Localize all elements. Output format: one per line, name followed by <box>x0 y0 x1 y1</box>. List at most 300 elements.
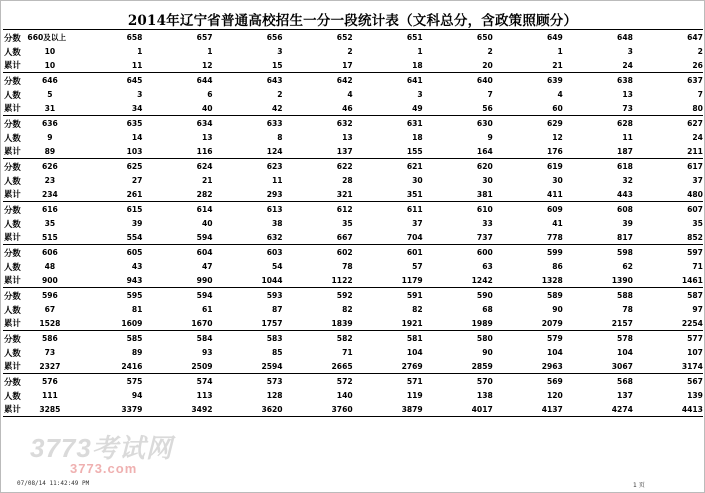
table-cell: 140 <box>336 391 353 401</box>
table-cell: 900 <box>41 275 58 285</box>
table-cell: 648 <box>617 33 633 43</box>
table-cell: 2416 <box>121 361 143 371</box>
table-cell: 990 <box>196 275 213 285</box>
table-cell: 1757 <box>261 318 283 328</box>
table-cell: 20 <box>482 60 493 70</box>
table-cell: 187 <box>617 146 633 156</box>
table-cell: 4 <box>557 90 563 100</box>
table-cell: 39 <box>131 219 143 229</box>
table-cell: 615 <box>126 205 143 215</box>
score-block <box>3 288 703 331</box>
table-cell: 30 <box>552 176 563 186</box>
table-cell: 613 <box>266 205 283 215</box>
cumulative-row <box>3 188 703 202</box>
score-row <box>3 74 703 88</box>
table-cell: 12 <box>552 133 563 143</box>
table-cell: 480 <box>687 189 703 199</box>
table-cell: 13 <box>201 133 213 143</box>
table-cell: 63 <box>482 262 493 272</box>
count-row <box>3 389 703 403</box>
table-cell: 30 <box>482 176 493 186</box>
table-cell: 629 <box>546 119 563 129</box>
table-cell: 616 <box>41 205 58 215</box>
table-cell: 6 <box>207 90 213 100</box>
page-title: 2014年辽宁省普通高校招生一分一段统计表（文科总分，含政策照顾分） <box>127 13 578 29</box>
table-cell: 3 <box>627 47 633 57</box>
table-cell: 618 <box>617 162 633 172</box>
score-row <box>3 375 703 389</box>
table-cell: 351 <box>406 189 423 199</box>
count-row <box>3 45 703 59</box>
table-cell: 817 <box>617 232 633 242</box>
table-cell: 37 <box>412 219 423 229</box>
table-cell: 592 <box>336 291 353 301</box>
table-cell: 3760 <box>331 404 353 414</box>
table-cell: 107 <box>687 348 703 358</box>
table-cell: 137 <box>617 391 633 401</box>
table-cell: 113 <box>196 391 213 401</box>
table-cell: 606 <box>41 248 58 258</box>
table-cell: 90 <box>482 348 493 358</box>
score-row <box>3 117 703 131</box>
score-block <box>3 116 703 159</box>
table-cell: 622 <box>336 162 353 172</box>
table-cell: 2 <box>347 47 353 57</box>
table-cell: 643 <box>266 76 283 86</box>
table-cell: 638 <box>617 76 633 86</box>
table-cell: 590 <box>476 291 493 301</box>
count-row <box>3 174 703 188</box>
row-label: 累计 <box>4 146 21 157</box>
table-cell: 611 <box>406 205 423 215</box>
table-cell: 119 <box>406 391 423 401</box>
table-cell: 31 <box>44 103 56 113</box>
table-cell: 568 <box>617 377 633 387</box>
table-cell: 637 <box>687 76 703 86</box>
table-cell: 43 <box>131 262 143 272</box>
count-row <box>3 131 703 145</box>
table-cell: 2157 <box>611 318 633 328</box>
table-cell: 35 <box>342 219 353 229</box>
score-table <box>3 29 703 417</box>
table-cell: 586 <box>41 334 58 344</box>
row-label: 累计 <box>4 189 21 200</box>
table-cell: 86 <box>552 262 563 272</box>
table-cell: 630 <box>476 119 493 129</box>
table-cell: 645 <box>126 76 143 86</box>
table-cell: 577 <box>687 334 703 344</box>
table-cell: 60 <box>552 103 563 113</box>
table-cell: 1670 <box>191 318 213 328</box>
table-cell: 604 <box>196 248 213 258</box>
table-cell: 573 <box>266 377 283 387</box>
row-label: 累计 <box>4 361 21 372</box>
score-block <box>3 374 703 417</box>
table-cell: 139 <box>687 391 703 401</box>
table-cell: 137 <box>336 146 353 156</box>
count-row <box>3 260 703 274</box>
score-block <box>3 331 703 374</box>
table-cell: 42 <box>272 103 283 113</box>
table-cell: 778 <box>546 232 563 242</box>
cumulative-row <box>3 403 703 417</box>
row-label: 累计 <box>4 318 21 329</box>
table-cell: 89 <box>131 348 143 358</box>
table-cell: 11 <box>622 133 633 143</box>
table-cell: 1921 <box>401 318 423 328</box>
table-cell: 601 <box>406 248 423 258</box>
table-cell: 2859 <box>471 361 493 371</box>
score-block <box>3 73 703 116</box>
table-cell: 103 <box>126 146 143 156</box>
table-cell: 572 <box>336 377 353 387</box>
table-cell: 515 <box>41 232 58 242</box>
table-cell: 617 <box>687 162 703 172</box>
table-cell: 111 <box>41 391 58 401</box>
table-cell: 588 <box>617 291 633 301</box>
row-label: 分数 <box>4 118 21 129</box>
table-cell: 644 <box>196 76 213 86</box>
table-cell: 628 <box>617 119 633 129</box>
table-cell: 1122 <box>331 275 353 285</box>
table-cell: 634 <box>196 119 213 129</box>
table-cell: 3 <box>277 47 283 57</box>
table-cell: 646 <box>41 76 58 86</box>
table-cell: 3492 <box>191 404 213 414</box>
table-cell: 569 <box>546 377 563 387</box>
cumulative-row <box>3 360 703 374</box>
table-cell: 26 <box>692 60 703 70</box>
table-cell: 635 <box>126 119 143 129</box>
table-cell: 620 <box>476 162 493 172</box>
table-cell: 8 <box>277 133 283 143</box>
table-cell: 571 <box>406 377 423 387</box>
table-cell: 2594 <box>261 361 283 371</box>
table-cell: 443 <box>617 189 633 199</box>
table-cell: 608 <box>617 205 633 215</box>
table-cell: 82 <box>412 305 423 315</box>
table-cell: 943 <box>126 275 143 285</box>
table-cell: 641 <box>406 76 423 86</box>
row-label: 分数 <box>4 75 21 86</box>
row-label: 累计 <box>4 275 21 286</box>
score-row <box>3 31 703 45</box>
row-label: 人数 <box>4 347 21 358</box>
table-cell: 21 <box>201 176 213 186</box>
table-cell: 1390 <box>611 275 633 285</box>
table-cell: 632 <box>336 119 353 129</box>
table-cell: 15 <box>272 60 283 70</box>
table-cell: 90 <box>552 305 563 315</box>
score-row <box>3 289 703 303</box>
cumulative-row <box>3 145 703 159</box>
table-cell: 594 <box>196 291 213 301</box>
table-cell: 651 <box>406 33 423 43</box>
table-cell: 155 <box>406 146 423 156</box>
table-cell: 11 <box>131 60 143 70</box>
footer-timestamp: 07/08/14 11:42:49 PM <box>17 480 90 487</box>
table-cell: 631 <box>406 119 423 129</box>
row-label: 人数 <box>4 132 21 143</box>
count-row <box>3 346 703 360</box>
watermark-logo: 3773考试网 <box>30 433 173 463</box>
table-cell: 17 <box>342 60 353 70</box>
table-cell: 633 <box>266 119 283 129</box>
score-block <box>3 202 703 245</box>
cumulative-row <box>3 317 703 331</box>
table-cell: 104 <box>406 348 423 358</box>
table-cell: 104 <box>617 348 633 358</box>
row-label: 人数 <box>4 261 21 272</box>
table-cell: 609 <box>546 205 563 215</box>
row-label: 分数 <box>4 333 21 344</box>
row-label: 人数 <box>4 175 21 186</box>
table-cell: 602 <box>336 248 353 258</box>
table-cell: 12 <box>201 60 213 70</box>
table-cell: 626 <box>41 162 58 172</box>
table-cell: 627 <box>687 119 703 129</box>
table-cell: 2509 <box>191 361 213 371</box>
table-cell: 47 <box>201 262 213 272</box>
score-block <box>3 245 703 288</box>
table-cell: 621 <box>406 162 423 172</box>
table-cell: 570 <box>476 377 493 387</box>
table-cell: 411 <box>546 189 563 199</box>
table-cell: 261 <box>126 189 143 199</box>
table-cell: 580 <box>476 334 493 344</box>
table-cell: 2079 <box>541 318 563 328</box>
table-cell: 5 <box>47 90 53 100</box>
table-cell: 234 <box>41 189 58 199</box>
table-cell: 293 <box>266 189 283 199</box>
table-cell: 4137 <box>541 404 563 414</box>
table-cell: 9 <box>47 133 53 143</box>
table-cell: 624 <box>196 162 213 172</box>
table-cell: 1 <box>207 47 213 57</box>
row-label: 人数 <box>4 304 21 315</box>
table-cell: 71 <box>342 348 353 358</box>
table-cell: 97 <box>692 305 703 315</box>
score-block <box>3 159 703 202</box>
table-cell: 80 <box>692 103 703 113</box>
row-label: 累计 <box>4 103 21 114</box>
table-cell: 652 <box>336 33 353 43</box>
table-cell: 579 <box>546 334 563 344</box>
table-cell: 667 <box>336 232 353 242</box>
table-cell: 3174 <box>681 361 703 371</box>
table-cell: 3285 <box>39 404 61 414</box>
score-row <box>3 332 703 346</box>
table-cell: 1609 <box>121 318 143 328</box>
table-cell: 600 <box>476 248 493 258</box>
table-cell: 639 <box>546 76 563 86</box>
table-cell: 27 <box>131 176 143 186</box>
table-cell: 176 <box>546 146 563 156</box>
table-cell: 82 <box>342 305 353 315</box>
score-row <box>3 160 703 174</box>
table-cell: 32 <box>622 176 633 186</box>
table-cell: 585 <box>126 334 143 344</box>
table-cell: 597 <box>687 248 703 258</box>
table-cell: 93 <box>201 348 213 358</box>
table-cell: 660及以上 <box>27 33 67 43</box>
table-cell: 94 <box>131 391 143 401</box>
table-cell: 642 <box>336 76 353 86</box>
table-cell: 647 <box>687 33 703 43</box>
table-cell: 73 <box>44 348 56 358</box>
score-row <box>3 246 703 260</box>
table-cell: 2 <box>487 47 493 57</box>
table-cell: 124 <box>266 146 283 156</box>
table-cell: 1 <box>417 47 423 57</box>
table-cell: 4413 <box>681 404 703 414</box>
table-cell: 554 <box>126 232 143 242</box>
table-cell: 593 <box>266 291 283 301</box>
table-cell: 3 <box>137 90 143 100</box>
table-cell: 610 <box>476 205 493 215</box>
table-cell: 85 <box>272 348 283 358</box>
table-cell: 381 <box>476 189 493 199</box>
table-cell: 595 <box>126 291 143 301</box>
table-cell: 14 <box>131 133 143 143</box>
table-cell: 1989 <box>471 318 493 328</box>
score-row <box>3 203 703 217</box>
table-cell: 18 <box>412 133 423 143</box>
table-cell: 7 <box>487 90 493 100</box>
table-cell: 10 <box>44 47 56 57</box>
row-label: 人数 <box>4 46 21 57</box>
cumulative-row <box>3 231 703 245</box>
table-cell: 116 <box>196 146 213 156</box>
table-cell: 636 <box>41 119 58 129</box>
table-cell: 2665 <box>331 361 353 371</box>
table-cell: 40 <box>201 219 213 229</box>
table-cell: 656 <box>266 33 283 43</box>
table-cell: 596 <box>41 291 58 301</box>
table-cell: 24 <box>622 60 633 70</box>
table-cell: 21 <box>552 60 563 70</box>
table-cell: 658 <box>126 33 143 43</box>
table-cell: 321 <box>336 189 353 199</box>
table-cell: 18 <box>412 60 423 70</box>
table-cell: 1328 <box>541 275 563 285</box>
table-cell: 3 <box>417 90 423 100</box>
score-block <box>3 30 703 73</box>
row-label: 分数 <box>4 290 21 301</box>
table-cell: 4274 <box>611 404 633 414</box>
table-cell: 4017 <box>471 404 493 414</box>
cumulative-row <box>3 59 703 73</box>
table-cell: 3879 <box>401 404 423 414</box>
row-label: 累计 <box>4 60 21 71</box>
row-label: 人数 <box>4 218 21 229</box>
table-cell: 68 <box>482 305 493 315</box>
table-cell: 62 <box>622 262 633 272</box>
table-cell: 211 <box>687 146 703 156</box>
table-cell: 120 <box>546 391 563 401</box>
table-cell: 39 <box>622 219 633 229</box>
table-cell: 650 <box>476 33 493 43</box>
table-cell: 2769 <box>401 361 423 371</box>
table-cell: 24 <box>692 133 703 143</box>
table-cell: 23 <box>44 176 56 186</box>
table-cell: 619 <box>546 162 563 172</box>
table-cell: 581 <box>406 334 423 344</box>
table-cell: 4 <box>347 90 353 100</box>
table-cell: 13 <box>622 90 633 100</box>
table-cell: 7 <box>697 90 703 100</box>
table-cell: 9 <box>487 133 493 143</box>
table-cell: 13 <box>342 133 353 143</box>
table-cell: 1 <box>557 47 563 57</box>
table-cell: 1528 <box>39 318 61 328</box>
table-cell: 575 <box>126 377 143 387</box>
table-cell: 625 <box>126 162 143 172</box>
row-label: 人数 <box>4 390 21 401</box>
table-cell: 282 <box>196 189 213 199</box>
table-cell: 599 <box>546 248 563 258</box>
table-cell: 41 <box>552 219 563 229</box>
row-label: 分数 <box>4 32 21 43</box>
table-cell: 67 <box>44 305 56 315</box>
table-cell: 578 <box>617 334 633 344</box>
table-cell: 3067 <box>611 361 633 371</box>
table-cell: 57 <box>412 262 423 272</box>
row-label: 人数 <box>4 89 21 100</box>
table-cell: 138 <box>476 391 493 401</box>
row-label: 分数 <box>4 247 21 258</box>
table-cell: 2 <box>697 47 703 57</box>
table-cell: 587 <box>687 291 703 301</box>
table-cell: 1044 <box>261 275 283 285</box>
table-cell: 737 <box>476 232 493 242</box>
table-cell: 1179 <box>401 275 423 285</box>
table-cell: 567 <box>687 377 703 387</box>
row-label: 分数 <box>4 376 21 387</box>
table-cell: 704 <box>406 232 423 242</box>
table-cell: 594 <box>196 232 213 242</box>
table-cell: 10 <box>44 60 56 70</box>
table-cell: 623 <box>266 162 283 172</box>
footer-page-number: 1 页 <box>633 482 645 489</box>
table-cell: 2327 <box>39 361 61 371</box>
table-cell: 589 <box>546 291 563 301</box>
table-cell: 607 <box>687 205 703 215</box>
table-cell: 603 <box>266 248 283 258</box>
table-cell: 657 <box>196 33 213 43</box>
table-cell: 591 <box>406 291 423 301</box>
table-cell: 2963 <box>541 361 563 371</box>
table-cell: 40 <box>201 103 213 113</box>
table-cell: 1242 <box>471 275 493 285</box>
table-cell: 48 <box>44 262 56 272</box>
row-label: 累计 <box>4 232 21 243</box>
table-cell: 574 <box>196 377 213 387</box>
table-cell: 78 <box>622 305 633 315</box>
table-cell: 46 <box>342 103 353 113</box>
table-cell: 649 <box>546 33 563 43</box>
table-cell: 89 <box>44 146 56 156</box>
table-cell: 35 <box>44 219 56 229</box>
row-label: 分数 <box>4 204 21 215</box>
table-cell: 33 <box>482 219 493 229</box>
cumulative-row <box>3 102 703 116</box>
count-row <box>3 217 703 231</box>
table-cell: 3379 <box>121 404 143 414</box>
table-cell: 73 <box>622 103 633 113</box>
table-cell: 2254 <box>681 318 703 328</box>
table-cell: 28 <box>342 176 353 186</box>
